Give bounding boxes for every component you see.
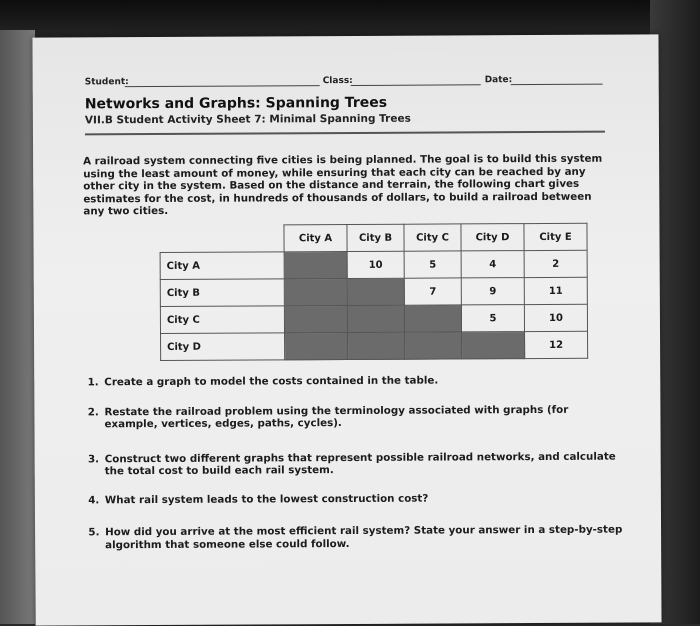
- cost-cell: 5: [404, 251, 461, 278]
- class-blank-line: [351, 84, 481, 86]
- table-row: [160, 304, 587, 333]
- background-left: [0, 30, 35, 624]
- row-header: City A: [160, 252, 284, 280]
- cost-cell: 12: [525, 331, 588, 358]
- date-blank-line: [511, 84, 603, 85]
- question-item: 2. Restate the railroad problem using the terminology associated with graphs (for example, vertices, edges, paths, cycles).: [102, 403, 622, 431]
- question-item: 3. Construct two different graphs that represent possible railroad networks, and calculate the total cost to build each rail system.: [103, 450, 623, 478]
- cost-cell: 7: [404, 278, 461, 305]
- column-header: City E: [524, 223, 587, 250]
- shaded-cell: [284, 278, 347, 305]
- row-header: City C: [160, 306, 284, 334]
- table-row: [160, 277, 587, 306]
- worksheet-page: [32, 34, 661, 625]
- cost-cell: 5: [461, 305, 524, 332]
- intro-paragraph: A railroad system connecting five cities is being planned. The goal is to build this system using the least amount of money, while ensuring that each city can be reached by any other city in the system. Based on the distance and terrain, the following chart gives estimates for the cost, in hundreds of thousands of dollars, to build a railroad between any two cities.: [83, 152, 603, 218]
- student-blank-line: [125, 85, 320, 87]
- shaded-cell: [348, 332, 405, 359]
- page-subtitle: VII.B Student Activity Sheet 7: Minimal Spanning Trees: [84, 112, 411, 127]
- shaded-cell: [347, 278, 404, 305]
- cost-cell: 10: [524, 304, 587, 331]
- shaded-cell: [347, 305, 404, 332]
- date-label: Date:: [484, 75, 513, 86]
- class-label: Class:: [322, 75, 353, 87]
- table-corner: [160, 225, 284, 253]
- cost-cell: 2: [524, 250, 587, 277]
- column-header: City C: [404, 224, 461, 251]
- column-header: City D: [461, 224, 524, 251]
- shaded-cell: [284, 251, 347, 278]
- question-item: 1. Create a graph to model the costs contained in the table.: [102, 374, 622, 389]
- shaded-cell: [285, 332, 348, 359]
- table-row: [161, 331, 588, 360]
- shaded-cell: [462, 332, 525, 359]
- cost-table: [159, 223, 588, 361]
- student-label: Student:: [84, 77, 129, 88]
- shaded-cell: [284, 305, 347, 332]
- shaded-cell: [405, 332, 462, 359]
- table-row: [160, 250, 587, 279]
- title-divider: [85, 131, 605, 136]
- question-item: 5. How did you arrive at the most efficient rail system? State your answer in a step-by-step algorithm that someone else could follow.: [103, 524, 623, 552]
- column-header: City B: [347, 224, 404, 251]
- question-item: 4. What rail system leads to the lowest construction cost?: [103, 491, 623, 506]
- row-header: City D: [161, 333, 285, 361]
- cost-cell: 11: [524, 277, 587, 304]
- question-list: [82, 374, 623, 562]
- page-title: Networks and Graphs: Spanning Trees: [84, 94, 388, 113]
- cost-cell: 4: [461, 251, 524, 278]
- shaded-cell: [404, 305, 461, 332]
- cost-cell: 9: [461, 278, 524, 305]
- row-header: City B: [160, 279, 284, 307]
- cost-cell: 10: [347, 251, 404, 278]
- table-header-row: [160, 223, 587, 252]
- column-header: City A: [284, 224, 347, 251]
